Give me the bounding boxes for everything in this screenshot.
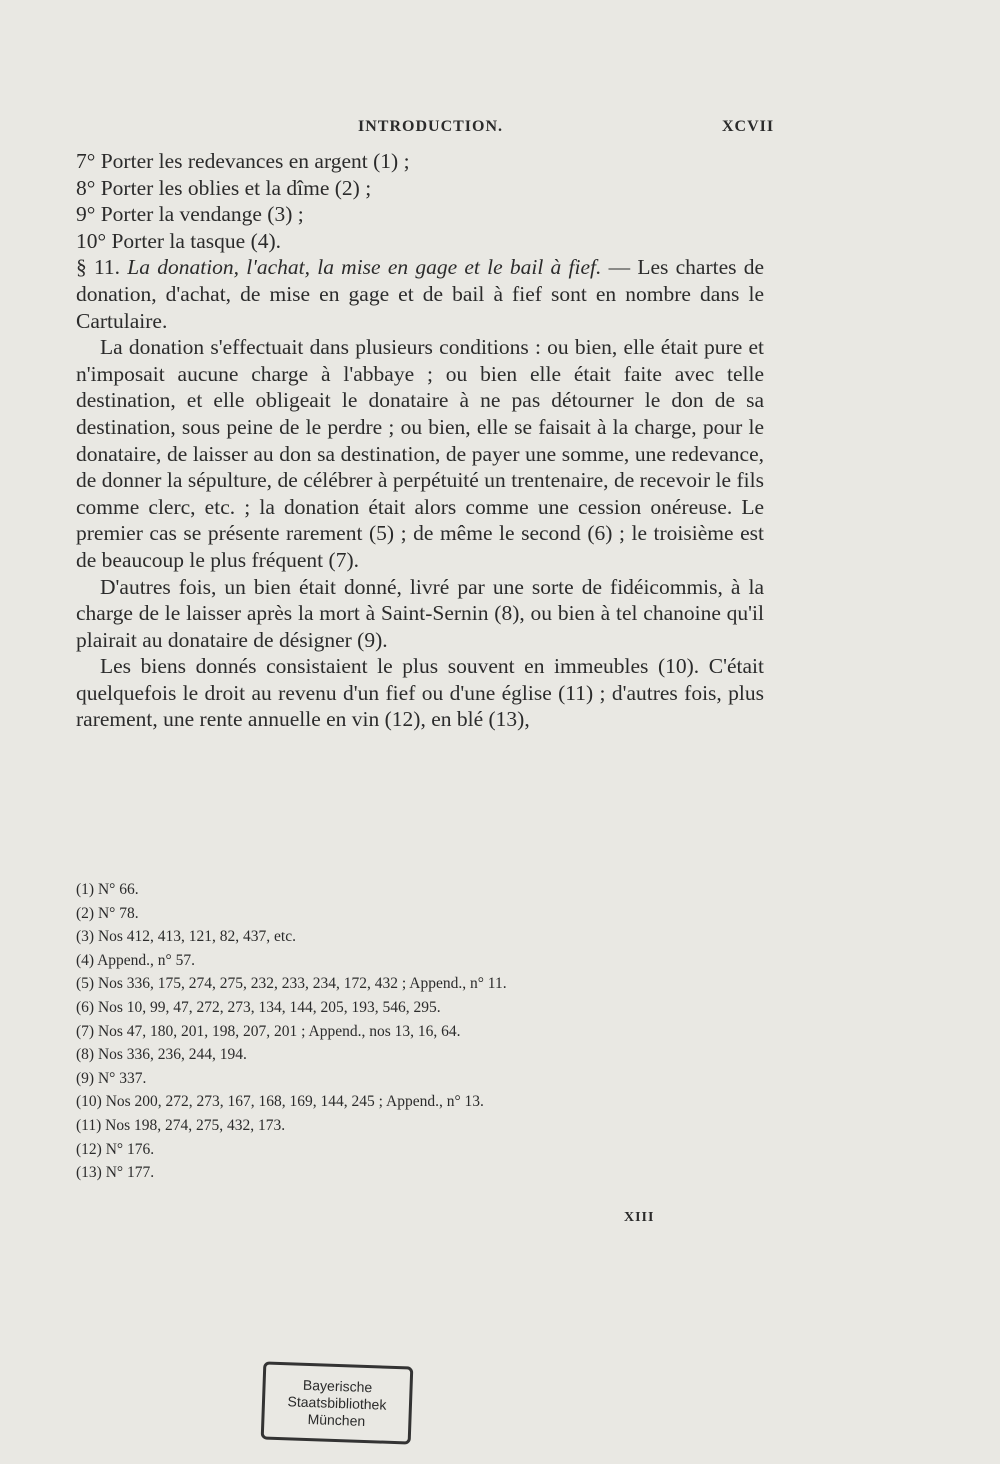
list-item: 10° Porter la tasque (4). (76, 228, 282, 253)
footnote: (10) Nos 200, 272, 273, 167, 168, 169, 144, 245 ; Append., n° 13. (76, 1093, 484, 1111)
page-number: XCVII (722, 118, 775, 135)
signature-mark: XIII (624, 1210, 655, 1225)
library-stamp (261, 1361, 414, 1444)
list-item: 9° Porter la vendange (3) ; (76, 202, 304, 227)
footnote: (6) Nos 10, 99, 47, 272, 273, 134, 144, 205, 193, 546, 295. (76, 998, 441, 1016)
section-paragraph (76, 254, 764, 334)
stamp-line: München (307, 1410, 366, 1429)
footnote: (3) Nos 412, 413, 121, 82, 437, etc. (76, 928, 296, 946)
footnotes (76, 878, 636, 1185)
footnote: (11) Nos 198, 274, 275, 432, 173. (76, 1116, 286, 1134)
section-text: Les chartes de donation, d'achat, de mise en gage et de bail à fief sont en nombre dans le Cartulaire. (76, 255, 765, 333)
footnote: (12) N° 176. (76, 1140, 155, 1158)
footnote: (13) N° 177. (76, 1164, 155, 1182)
footnote: (1) N° 66. (76, 881, 139, 898)
stamp-line: Bayerische (302, 1376, 373, 1395)
footnote: (2) N° 78. (76, 904, 139, 922)
footnote: (9) N° 337. (76, 1069, 147, 1087)
footnote: (4) Append., n° 57. (76, 951, 195, 969)
stamp-line: Staatsbibliothek (287, 1392, 387, 1413)
paragraph: Les biens donnés consistaient le plus souvent en immeubles (10). C'était quelquefois le droit au revenu d'un fief ou d'une église (11) ; d'autres fois, plus rarement, une rente annuelle en vin (12), en blé (13), (76, 654, 764, 732)
footnote: (5) Nos 336, 175, 274, 275, 232, 233, 234, 172, 432 ; Append., n° 11. (76, 975, 507, 993)
paragraph: La donation s'effectuait dans plusieurs conditions : ou bien, elle était pure et n'imposait aucune charge à l'abbaye ; ou bien elle était faite avec telle destination, et elle obligeait le donataire à ne pas détourner le don de sa destination, sous peine de le perdre ; ou bien, elle se faisait à la charge, pour le donataire, de laisser au don sa destination, de payer une somme, une redevance, de donner la sépulture, de célébrer à perpétuité un trentenaire, de recevoir le fils comme clerc, etc. ; la donation était alors comme une cession onéreuse. Le premier cas se présente rarement (5) ; de même le second (6) ; le troisième est de beaucoup le plus fréquent (7). (76, 335, 764, 572)
footnote: (7) Nos 47, 180, 201, 198, 207, 201 ; Append., nos 13, 16, 64. (76, 1022, 461, 1040)
section-dash: — (608, 255, 631, 280)
running-title: INTRODUCTION. (358, 118, 504, 135)
paragraph: D'autres fois, un bien était donné, livré par une sorte de fidéicommis, à la charge de le laisser après la mort à Saint-Sernin (8), ou bien à tel chanoine qu'il plairait au donataire de désigner (9). (76, 574, 764, 652)
section-title: La donation, l'achat, la mise en gage et le bail à fief. (127, 255, 602, 280)
section-number: § 11. (76, 255, 121, 280)
list-item: 7° Porter les redevances en argent (1) ; (76, 149, 410, 173)
list-item: 8° Porter les oblies et la dîme (2) ; (76, 175, 372, 200)
footnote: (8) Nos 336, 236, 244, 194. (76, 1046, 247, 1064)
main-text (76, 148, 764, 733)
